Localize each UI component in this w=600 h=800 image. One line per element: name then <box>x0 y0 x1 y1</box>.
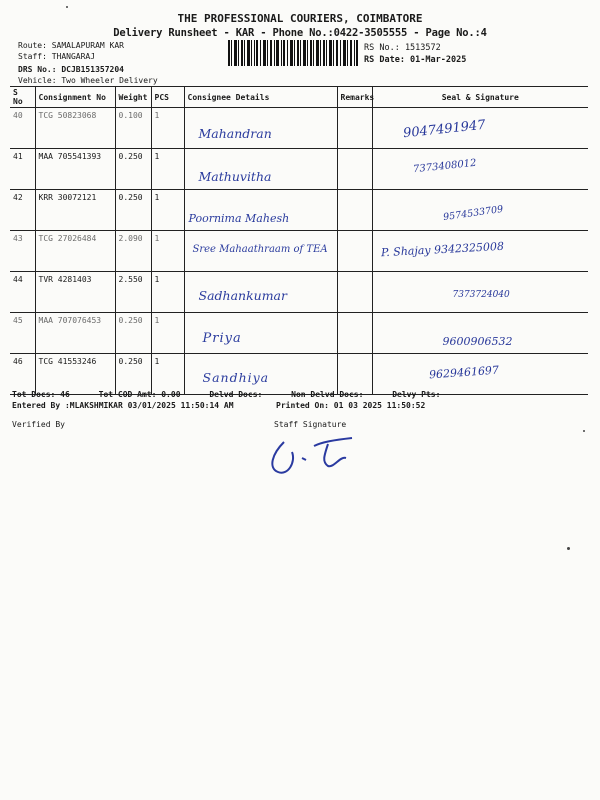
runsheet-meta-right <box>364 42 466 66</box>
cell-pcs: 1 <box>151 108 184 149</box>
cell-consignment: KRR 30072121 <box>35 190 115 231</box>
cell-sno: 44 <box>10 272 35 313</box>
table-row <box>10 108 588 149</box>
seal-handwriting: 7373724040 <box>452 290 510 300</box>
cell-weight: 0.250 <box>115 190 151 231</box>
non-delivered-docs: Non Delvd Docs: <box>291 390 364 399</box>
cell-remarks <box>337 108 372 149</box>
total-docs: Tot Docs: 46 <box>12 390 70 399</box>
route-label: Route: SAMALAPURAM KAR <box>18 41 124 50</box>
col-header-weight: Weight <box>115 87 151 108</box>
table-row <box>10 313 588 354</box>
paper-speck <box>567 547 570 550</box>
cell-consignment: TCG 27026484 <box>35 231 115 272</box>
staff-signature-label: Staff Signature <box>274 420 347 429</box>
consignee-handwriting: Mathuvitha <box>198 169 272 184</box>
consignee-handwriting: Mahandran <box>198 126 272 141</box>
table-row <box>10 354 588 395</box>
cell-seal <box>372 272 588 313</box>
verified-by-label: Verified By <box>12 420 65 429</box>
cell-consignment: MAA 705541393 <box>35 149 115 190</box>
seal-handwriting: 9574533709 <box>442 203 504 224</box>
cell-pcs: 1 <box>151 272 184 313</box>
paper-speck <box>66 6 68 8</box>
cell-consignment: TCG 41553246 <box>35 354 115 395</box>
rs-number: RS No.: 1513572 <box>364 43 441 53</box>
runsheet-meta-left <box>18 40 158 86</box>
col-header-consignee: Consignee Details <box>184 87 337 108</box>
cell-pcs: 1 <box>151 190 184 231</box>
staff-label: Staff: THANGARAJ <box>18 52 96 61</box>
consignee-handwriting: Priya <box>202 331 242 346</box>
cell-weight: 0.250 <box>115 149 151 190</box>
seal-handwriting: 9047491947 <box>401 117 486 142</box>
consignee-handwriting: Sandhiya <box>202 370 270 385</box>
total-cod: Tot COD Amt: 0.00 <box>98 390 181 399</box>
runsheet-title: THE PROFESSIONAL COURIERS, COIMBATORE <box>177 12 423 25</box>
consignee-handwriting: Sree Mahaathraam of TEA <box>192 244 328 255</box>
cell-remarks <box>337 272 372 313</box>
col-header-consignment: Consignment No <box>35 87 115 108</box>
cell-sno: 46 <box>10 354 35 395</box>
cell-seal <box>372 313 588 354</box>
paper-speck <box>583 430 585 432</box>
cell-weight: 2.550 <box>115 272 151 313</box>
cell-consignee <box>184 149 337 190</box>
cell-consignee <box>184 190 337 231</box>
cell-consignee <box>184 354 337 395</box>
consignee-handwriting: Sadhankumar <box>198 288 287 303</box>
staff-signature-mark <box>262 432 372 478</box>
cell-consignment: TCG 50823068 <box>35 108 115 149</box>
table-row <box>10 272 588 313</box>
cell-weight: 0.100 <box>115 108 151 149</box>
cell-weight: 0.250 <box>115 313 151 354</box>
seal-handwriting: P. Shajay 9342325008 <box>380 239 504 260</box>
cell-seal <box>372 190 588 231</box>
cell-weight: 0.250 <box>115 354 151 395</box>
cell-remarks <box>337 231 372 272</box>
col-header-sno: S No <box>10 87 35 108</box>
printed-on: Printed On: 01 03 2025 11:50:52 <box>276 401 426 410</box>
cell-remarks <box>337 354 372 395</box>
rs-date: RS Date: 01-Mar-2025 <box>364 55 467 65</box>
vehicle-label: Vehicle: Two Wheeler Delivery <box>18 76 158 85</box>
cell-pcs: 1 <box>151 354 184 395</box>
cell-consignee <box>184 272 337 313</box>
seal-handwriting: 7373408012 <box>412 157 477 176</box>
col-header-seal: Seal & Signature <box>372 87 588 108</box>
cell-consignee <box>184 313 337 354</box>
cell-remarks <box>337 313 372 354</box>
table-row <box>10 190 588 231</box>
table-header-row <box>10 87 588 108</box>
seal-handwriting: 9600906532 <box>442 335 513 348</box>
col-header-pcs: PCS <box>151 87 184 108</box>
cell-consignee <box>184 108 337 149</box>
delivery-points: Delvy Pts: <box>392 390 441 399</box>
cell-sno: 41 <box>10 149 35 190</box>
cell-sno: 42 <box>10 190 35 231</box>
table-row <box>10 149 588 190</box>
table-row <box>10 231 588 272</box>
cell-seal <box>372 231 588 272</box>
cell-remarks <box>337 149 372 190</box>
cell-sno: 40 <box>10 108 35 149</box>
runsheet-table <box>10 86 588 395</box>
seal-handwriting: 9629461697 <box>428 363 499 382</box>
cell-seal <box>372 354 588 395</box>
cell-consignment: MAA 707076453 <box>35 313 115 354</box>
cell-consignee <box>184 231 337 272</box>
cell-seal <box>372 108 588 149</box>
cell-seal <box>372 149 588 190</box>
cell-pcs: 1 <box>151 149 184 190</box>
consignee-handwriting: Poornima Mahesh <box>188 212 290 225</box>
cell-pcs: 1 <box>151 313 184 354</box>
cell-sno: 45 <box>10 313 35 354</box>
barcode <box>228 40 358 66</box>
drs-number: DRS No.: DCJB151357204 <box>18 65 124 74</box>
totals-row <box>12 390 592 399</box>
cell-sno: 43 <box>10 231 35 272</box>
delivered-docs: Delvd Docs: <box>209 390 263 399</box>
col-header-remarks: Remarks <box>337 87 372 108</box>
runsheet-subtitle: Delivery Runsheet - KAR - Phone No.:0422-3505555 - Page No.:4 <box>113 27 487 39</box>
cell-pcs: 1 <box>151 231 184 272</box>
cell-consignment: TVR 4281403 <box>35 272 115 313</box>
cell-remarks <box>337 190 372 231</box>
entered-by: Entered By :MLAKSHMIKAR 03/01/2025 11:50:14 AM <box>12 401 234 410</box>
cell-weight: 2.090 <box>115 231 151 272</box>
